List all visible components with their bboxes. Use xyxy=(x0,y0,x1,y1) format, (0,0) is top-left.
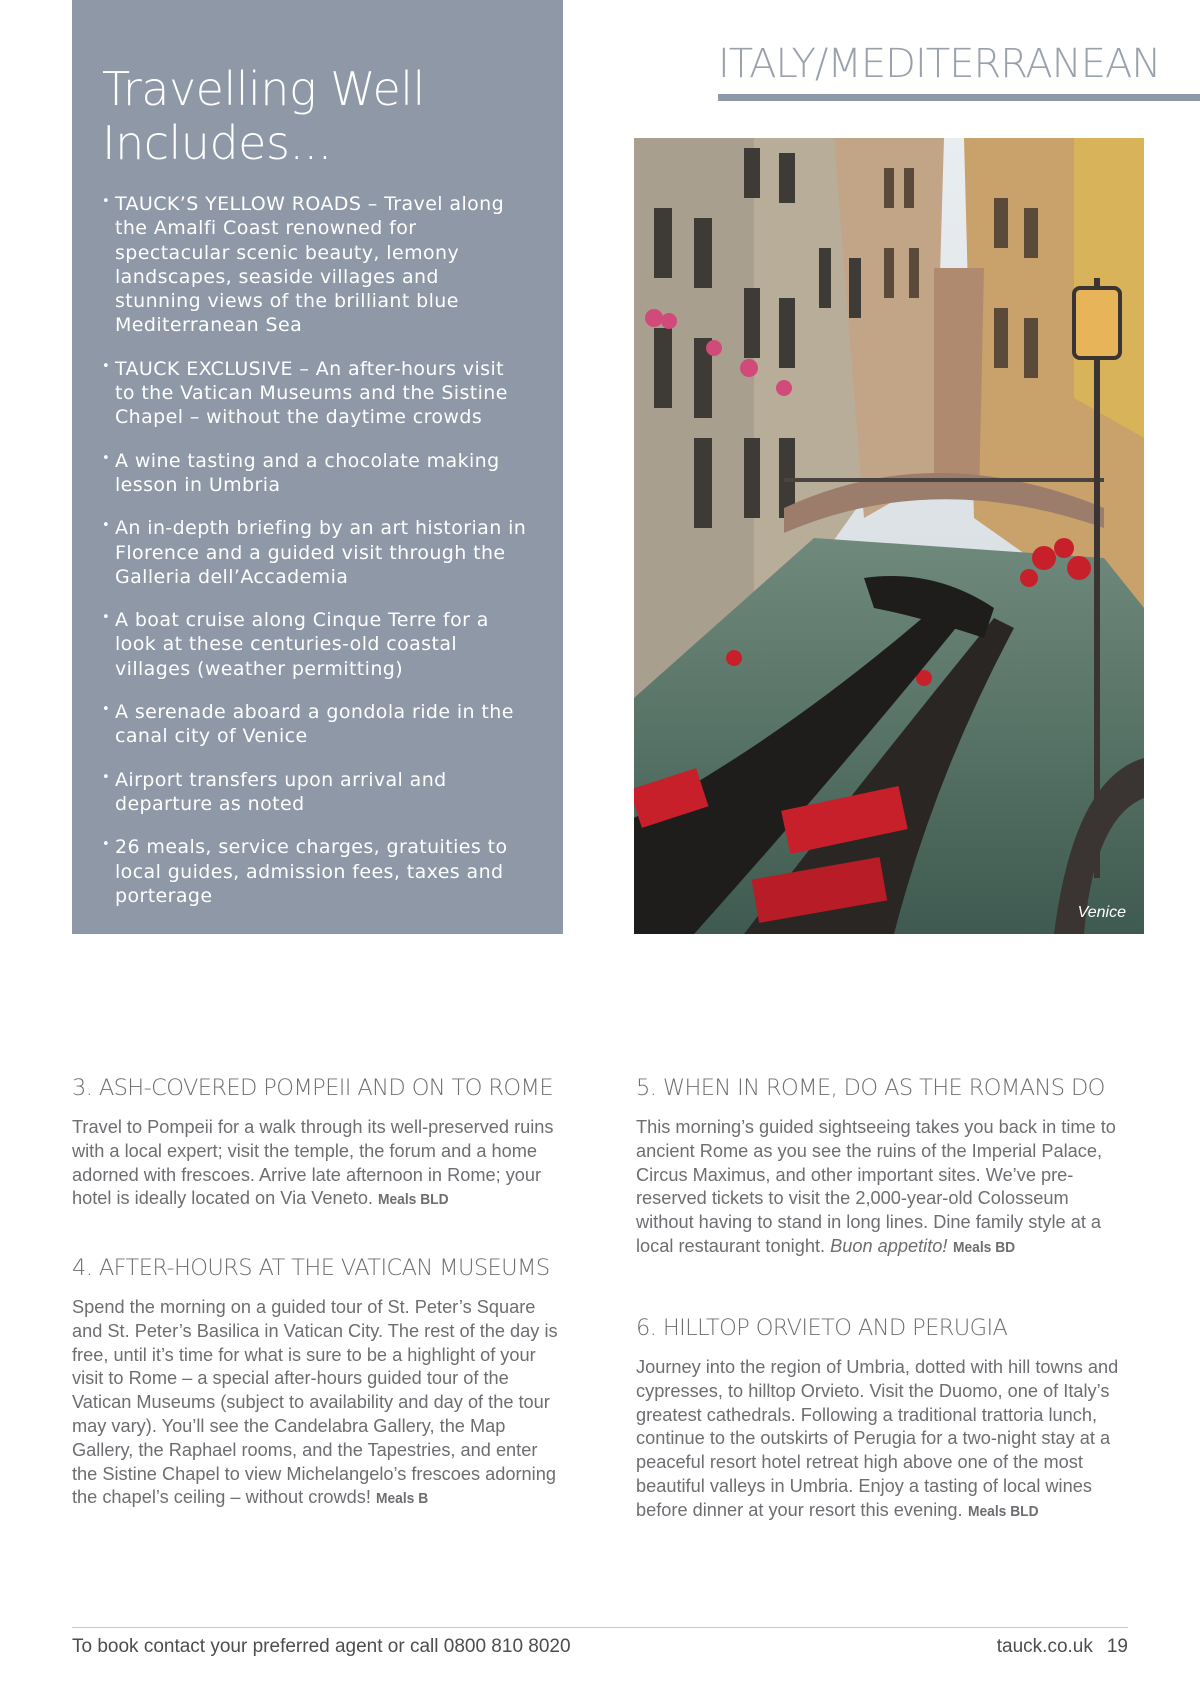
highlight-item: • A serenade aboard a gondola ride in the canal city of Venice xyxy=(102,700,529,749)
highlight-item: • A boat cruise along Cinque Terre for a look at these centuries-old coastal villages (weather permitting) xyxy=(102,608,529,681)
highlight-item: • Airport transfers upon arrival and departure as noted xyxy=(102,768,529,817)
highlight-item: • 26 meals, service charges, gratuities to local guides, admission fees, taxes and porterage xyxy=(102,835,529,908)
footer-contact: To book contact your preferred agent or call 0800 810 8020 xyxy=(72,1636,571,1657)
venice-canal-illustration xyxy=(634,138,1144,934)
day-description xyxy=(636,1356,1124,1524)
highlight-item: • TAUCK EXCLUSIVE – An after-hours visit to the Vatican Museums and the Sistine Chapel – without the daytime crowds xyxy=(102,357,529,430)
day-title: 6. HILLTOP ORVIETO AND PERUGIA xyxy=(636,1315,1008,1341)
day-body-text: Travel to Pompeii for a walk through its well-preserved ruins with a local expert; visit the temple, the forum and a home adorned with frescoes. Arrive late afternoon in Rome; your hotel is ideally located on Via Veneto. xyxy=(72,1117,554,1209)
highlights-title-line1: Travelling Well xyxy=(102,62,425,116)
itinerary-day-4 xyxy=(72,1254,560,1511)
highlights-list xyxy=(102,192,529,908)
highlight-item: • A wine tasting and a chocolate making lesson in Umbria xyxy=(102,449,529,498)
itinerary-day-5 xyxy=(636,1074,1124,1260)
day-description xyxy=(72,1296,560,1511)
highlight-item: • An in-depth briefing by an art historian in Florence and a guided visit through the Galleria dell’Accademia xyxy=(102,516,529,589)
footer-right xyxy=(997,1636,1128,1658)
region-title: ITALY/MEDITERRANEAN xyxy=(718,41,1161,87)
day-title: 4. AFTER-HOURS AT THE VATICAN MUSEUMS xyxy=(72,1255,550,1281)
day-title: 3. ASH-COVERED POMPEII AND ON TO ROME xyxy=(72,1075,553,1101)
region-title-underline xyxy=(718,94,1200,101)
meals-label: Meals BLD xyxy=(967,1502,1039,1520)
highlights-title-line2: Includes... xyxy=(102,116,332,170)
photo-caption: Venice xyxy=(1077,904,1126,921)
day-description xyxy=(636,1116,1124,1260)
day-body-text: Spend the morning on a guided tour of St. Peter’s Square and St. Peter’s Basilica in Vatican City. The rest of the day is free, until it’s time for what is sure to be a highlight of your visit to Rome – a special after-hours guided tour of the Vatican Museums (subject to availability and day of the tour may vary). You’ll see the Candelabra Gallery, the Map Gallery, the Raphael rooms, and the Tapestries, and enter the Sistine Chapel to view Michelangelo’s frescoes adorning the chapel’s ceiling – without crowds! xyxy=(72,1297,558,1508)
meals-label: Meals BLD xyxy=(378,1191,449,1209)
highlights-title xyxy=(102,62,529,170)
itinerary-day-3 xyxy=(72,1074,560,1212)
meals-label: Meals B xyxy=(375,1490,429,1508)
venice-photo xyxy=(634,138,1144,934)
meals-label: Meals BD xyxy=(952,1238,1015,1256)
footer-website[interactable]: tauck.co.uk xyxy=(996,1636,1093,1657)
itinerary-day-6 xyxy=(636,1314,1124,1524)
day-body-text: Journey into the region of Umbria, dotted with hill towns and cypresses, to hilltop Orvieto. Visit the Duomo, one of Italy’s greatest cathedrals. Following a traditional trattoria lunch, continue to the outskirts of Perugia for a two-night stay at a peaceful resort hotel retreat high above one of the most beautiful valleys in Umbria. Enjoy a tasting of local wines before dinner at your resort this evening. xyxy=(636,1357,1119,1520)
day-body-text: This morning’s guided sightseeing takes you back in time to ancient Rome as you see the ruins of the Imperial Palace, Circus Maximus, and other important sites. We’ve pre-reserved tickets to visit the 2,000-year-old Colosseum without having to stand in long lines. Dine family style at a local restaurant tonight. xyxy=(636,1117,1116,1256)
highlight-item: • TAUCK’S YELLOW ROADS – Travel along the Amalfi Coast renowned for spectacular scenic beauty, lemony landscapes, seaside villages and stunning views of the brilliant blue Mediterranean Sea xyxy=(102,192,529,338)
day-description xyxy=(72,1116,560,1212)
footer-divider xyxy=(72,1627,1128,1628)
highlights-panel xyxy=(72,0,563,934)
page-number: 19 xyxy=(1106,1636,1128,1657)
day-italic-text: Buon appetito! xyxy=(830,1235,948,1256)
day-title: 5. WHEN IN ROME, DO AS THE ROMANS DO xyxy=(636,1075,1105,1101)
